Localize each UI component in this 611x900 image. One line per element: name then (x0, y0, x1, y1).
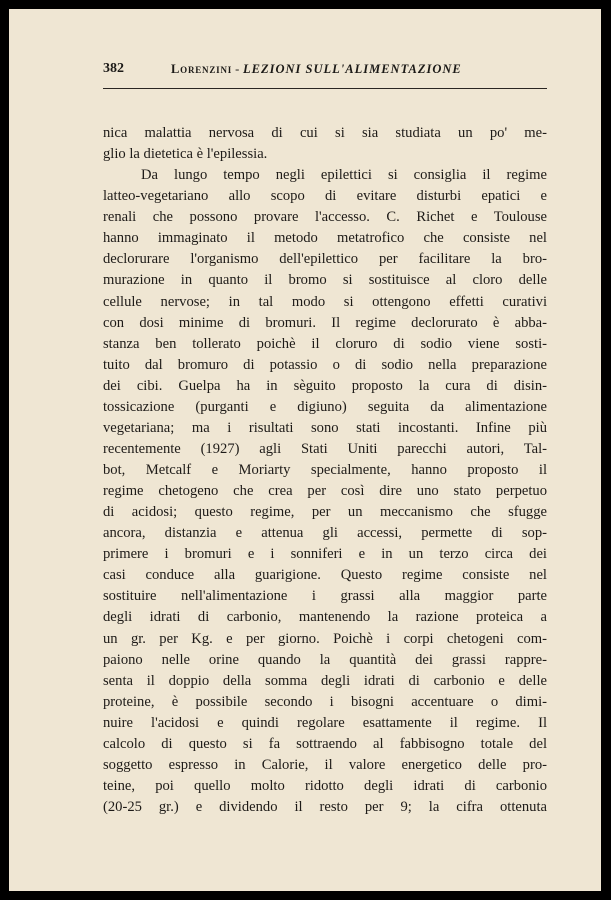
text-line: latteo-vegetariano allo scopo di evitare disturbi epatici e (103, 188, 547, 205)
body-text (103, 123, 547, 818)
text-line: soggetto espresso in Calorie, il valore energetico delle pro- (103, 756, 547, 773)
text-line: stanza ben tollerato poichè il cloruro di sodio viene sosti- (103, 335, 547, 352)
text-line: degli idrati di carbonio, mantenendo la razione proteica a (103, 609, 547, 626)
text-line: cellule nervose; in tal modo si ottengono effetti curativi (103, 293, 547, 310)
text-line: tossicazione (purganti e digiuno) seguita da alimentazione (103, 398, 547, 415)
text-line: glio la dietetica è l'epilessia. (103, 146, 268, 163)
text-line: nica malattia nervosa di cui si sia studiata un po' me- (103, 125, 547, 141)
text-line: vegetariana; ma i risultati sono stati incostanti. Infine più (103, 419, 547, 436)
text-line: un gr. per Kg. e per giorno. Poichè i corpi chetogeni com- (103, 630, 547, 647)
text-line: ancora, distanzia e attenua gli accessi, permette di sop- (103, 525, 547, 542)
text-line: murazione in quanto il bromo si sostituisce al cloro delle (103, 272, 547, 289)
text-line: paiono nelle orine quando la quantità dei grassi rappre- (103, 651, 547, 668)
text-line: (20-25 gr.) e dividendo il resto per 9; la cifra ottenuta (103, 799, 547, 815)
text-line: bot, Metcalf e Moriarty specialmente, hanno proposto il (103, 462, 547, 478)
text-line: con dosi minime di bromuri. Il regime declorurato è abba- (103, 314, 547, 331)
header-rule (103, 88, 547, 89)
text-line: di acidosi; questo regime, per un meccanismo che sfugge (103, 504, 547, 521)
text-line: regime chetogeno che crea per così dire uno stato perpetuo (103, 483, 547, 500)
page-header (103, 61, 547, 81)
text-line: declorurare l'organismo dell'epilettico per facilitare la bro- (103, 251, 547, 268)
running-head-author: Lorenzini (171, 62, 233, 76)
text-line: Da lungo tempo negli epilettici si consiglia il regime (141, 167, 547, 184)
text-line: casi conduce alla guarigione. Questo regime consiste nel (103, 567, 547, 584)
text-line: teine, poi quello molto ridotto degli idrati di carbonio (103, 777, 547, 794)
page-number: 382 (103, 61, 124, 76)
text-line: calcolo di questo si fa sottraendo al fabbisogno totale del (103, 735, 547, 752)
text-line: nuire l'acidosi e quindi regolare esattamente il regime. Il (103, 714, 547, 731)
running-head-title: LEZIONI SULL'ALIMENTAZIONE (243, 62, 462, 76)
text-line: recentemente (1927) agli Stati Uniti parecchi autori, Tal- (103, 440, 547, 457)
text-line: tuito dal bromuro di potassio o di sodio nella preparazione (103, 356, 547, 373)
text-line: sostituire nell'alimentazione i grassi alla maggior parte (103, 588, 547, 605)
text-line: hanno immaginato il metodo metatrofico che consiste nel (103, 230, 547, 247)
running-head-separator: - (235, 62, 241, 76)
text-line: dei cibi. Guelpa ha in sèguito proposto la cura di disin- (103, 377, 547, 394)
running-head (171, 62, 462, 77)
text-line: primere i bromuri e i sonniferi e in un terzo circa dei (103, 546, 547, 563)
text-line: renali che possono provare l'accesso. C. Richet e Toulouse (103, 209, 547, 226)
text-line: proteine, è possibile secondo i bisogni accentuare o dimi- (103, 693, 547, 710)
book-page (9, 9, 601, 891)
text-line: senta il doppio della somma degli idrati di carbonio e delle (103, 672, 547, 689)
